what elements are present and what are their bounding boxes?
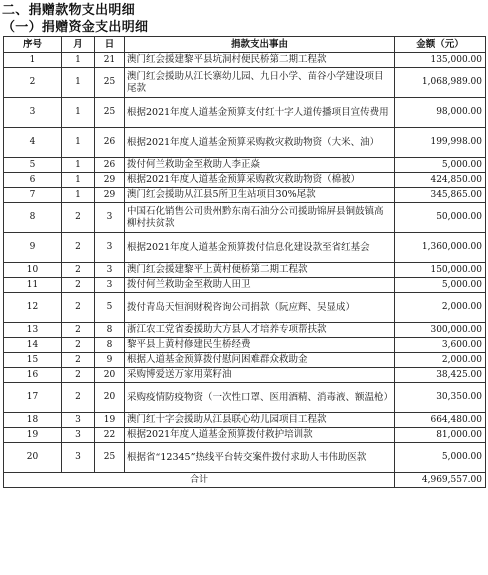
cell-amount: 50,000.00 (395, 203, 486, 233)
cell-amount: 664,480.00 (395, 413, 486, 428)
cell-month: 1 (62, 53, 95, 68)
cell-description: 澳门红会援建黎平上黄村便桥第二期工程款 (125, 263, 395, 278)
total-row (4, 473, 486, 488)
table-header-row (4, 37, 486, 53)
table-row (4, 173, 486, 188)
cell-serial: 4 (4, 128, 62, 158)
cell-description: 中国石化销售公司贵州黔东南石油分公司援助锦屏县铜鼓镇高柳村扶贫款 (125, 203, 395, 233)
expenditure-table (3, 36, 486, 488)
cell-month: 1 (62, 68, 95, 98)
cell-month: 2 (62, 353, 95, 368)
table-row (4, 383, 486, 413)
cell-month: 3 (62, 443, 95, 473)
table-row (4, 428, 486, 443)
cell-day: 21 (95, 53, 125, 68)
cell-amount: 1,068,989.00 (395, 68, 486, 98)
cell-month: 2 (62, 278, 95, 293)
table-row (4, 278, 486, 293)
cell-serial: 7 (4, 188, 62, 203)
cell-description: 浙江农工党省委援助大方县人才培养专项帮扶款 (125, 323, 395, 338)
table-row (4, 443, 486, 473)
table-row (4, 98, 486, 128)
cell-serial: 13 (4, 323, 62, 338)
cell-serial: 14 (4, 338, 62, 353)
cell-day: 26 (95, 158, 125, 173)
table-row (4, 233, 486, 263)
header-amount: 金额（元） (395, 37, 486, 53)
cell-serial: 10 (4, 263, 62, 278)
cell-serial: 12 (4, 293, 62, 323)
subsection-heading: （一）捐赠资金支出明细 (2, 20, 149, 35)
table-row (4, 263, 486, 278)
cell-serial: 16 (4, 368, 62, 383)
cell-month: 1 (62, 173, 95, 188)
cell-month: 2 (62, 233, 95, 263)
cell-description: 根据2021年度人道基金预算采购救灾救助物资（棉被） (125, 173, 395, 188)
cell-day: 8 (95, 323, 125, 338)
table-row (4, 158, 486, 173)
cell-description: 根据2021年度人道基金预算采购救灾救助物资（大米、油） (125, 128, 395, 158)
cell-description: 采购博爱送万家用菜籽油 (125, 368, 395, 383)
cell-day: 25 (95, 443, 125, 473)
cell-amount: 345,865.00 (395, 188, 486, 203)
cell-month: 3 (62, 413, 95, 428)
cell-day: 29 (95, 188, 125, 203)
cell-month: 2 (62, 203, 95, 233)
cell-description: 黎平县上黄村修建民生桥经费 (125, 338, 395, 353)
total-amount: 4,969,557.00 (395, 473, 486, 488)
cell-description: 澳门红会援建黎平县坑洞村便民桥第二期工程款 (125, 53, 395, 68)
cell-month: 2 (62, 383, 95, 413)
cell-day: 22 (95, 428, 125, 443)
cell-serial: 5 (4, 158, 62, 173)
cell-amount: 135,000.00 (395, 53, 486, 68)
cell-month: 2 (62, 338, 95, 353)
table-row (4, 353, 486, 368)
cell-month: 1 (62, 188, 95, 203)
cell-month: 2 (62, 263, 95, 278)
cell-amount: 98,000.00 (395, 98, 486, 128)
cell-serial: 20 (4, 443, 62, 473)
cell-amount: 30,350.00 (395, 383, 486, 413)
cell-amount: 5,000.00 (395, 158, 486, 173)
cell-amount: 2,000.00 (395, 353, 486, 368)
cell-serial: 17 (4, 383, 62, 413)
cell-month: 2 (62, 323, 95, 338)
cell-description: 澳门红十字会援助从江县联心幼儿园项目工程款 (125, 413, 395, 428)
cell-description: 拨付青岛天恒润财税咨询公司捐款（阮应辉、吴显成） (125, 293, 395, 323)
cell-amount: 300,000.00 (395, 323, 486, 338)
cell-serial: 3 (4, 98, 62, 128)
cell-amount: 199,998.00 (395, 128, 486, 158)
cell-day: 5 (95, 293, 125, 323)
cell-day: 3 (95, 233, 125, 263)
total-label: 合计 (4, 473, 395, 488)
cell-day: 26 (95, 128, 125, 158)
cell-day: 29 (95, 173, 125, 188)
table-row (4, 188, 486, 203)
cell-description: 根据2021年度人道基金预算拨付信息化建设款至省红基会 (125, 233, 395, 263)
table-row (4, 203, 486, 233)
cell-day: 3 (95, 278, 125, 293)
cell-description: 根据省“12345”热线平台转交案件拨付求助人韦伟助医款 (125, 443, 395, 473)
cell-description: 根据2021年度人道基金预算拨付救护培训款 (125, 428, 395, 443)
cell-day: 20 (95, 368, 125, 383)
cell-month: 1 (62, 128, 95, 158)
header-day: 日 (95, 37, 125, 53)
cell-serial: 11 (4, 278, 62, 293)
section-heading: 二、捐赠款物支出明细 (2, 3, 136, 18)
table-row (4, 53, 486, 68)
table-row (4, 323, 486, 338)
cell-description: 澳门红会援助从江长寨幼儿园、九日小学、苗谷小学建设项目尾款 (125, 68, 395, 98)
cell-month: 3 (62, 428, 95, 443)
cell-serial: 15 (4, 353, 62, 368)
table-row (4, 293, 486, 323)
cell-serial: 9 (4, 233, 62, 263)
cell-month: 1 (62, 98, 95, 128)
cell-description: 澳门红会援助从江县5所卫生站项目30%尾款 (125, 188, 395, 203)
cell-month: 2 (62, 293, 95, 323)
cell-month: 2 (62, 368, 95, 383)
cell-day: 25 (95, 98, 125, 128)
cell-day: 8 (95, 338, 125, 353)
cell-serial: 18 (4, 413, 62, 428)
cell-serial: 19 (4, 428, 62, 443)
cell-serial: 1 (4, 53, 62, 68)
header-month: 月 (62, 37, 95, 53)
cell-amount: 424,850.00 (395, 173, 486, 188)
table-row (4, 413, 486, 428)
cell-description: 根据人道基金预算拨付慰问困难群众救助金 (125, 353, 395, 368)
cell-amount: 2,000.00 (395, 293, 486, 323)
cell-month: 1 (62, 158, 95, 173)
table-row (4, 128, 486, 158)
cell-description: 根据2021年度人道基金预算支付红十字人道传播项目宣传费用 (125, 98, 395, 128)
cell-serial: 8 (4, 203, 62, 233)
cell-serial: 2 (4, 68, 62, 98)
cell-amount: 38,425.00 (395, 368, 486, 383)
cell-day: 25 (95, 68, 125, 98)
table-row (4, 368, 486, 383)
cell-day: 3 (95, 263, 125, 278)
cell-amount: 81,000.00 (395, 428, 486, 443)
cell-amount: 3,600.00 (395, 338, 486, 353)
cell-serial: 6 (4, 173, 62, 188)
table-row (4, 338, 486, 353)
cell-day: 19 (95, 413, 125, 428)
cell-description: 采购疫情防疫物资（一次性口罩、医用酒精、消毒液、额温枪） (125, 383, 395, 413)
cell-amount: 1,360,000.00 (395, 233, 486, 263)
cell-day: 20 (95, 383, 125, 413)
header-serial: 序号 (4, 37, 62, 53)
cell-amount: 150,000.00 (395, 263, 486, 278)
cell-day: 9 (95, 353, 125, 368)
header-description: 捐款支出事由 (125, 37, 395, 53)
cell-description: 拨付何兰救助金至救助人李正焱 (125, 158, 395, 173)
cell-amount: 5,000.00 (395, 278, 486, 293)
cell-description: 拨付何兰救助金至救助人田卫 (125, 278, 395, 293)
cell-amount: 5,000.00 (395, 443, 486, 473)
table-row (4, 68, 486, 98)
cell-day: 3 (95, 203, 125, 233)
